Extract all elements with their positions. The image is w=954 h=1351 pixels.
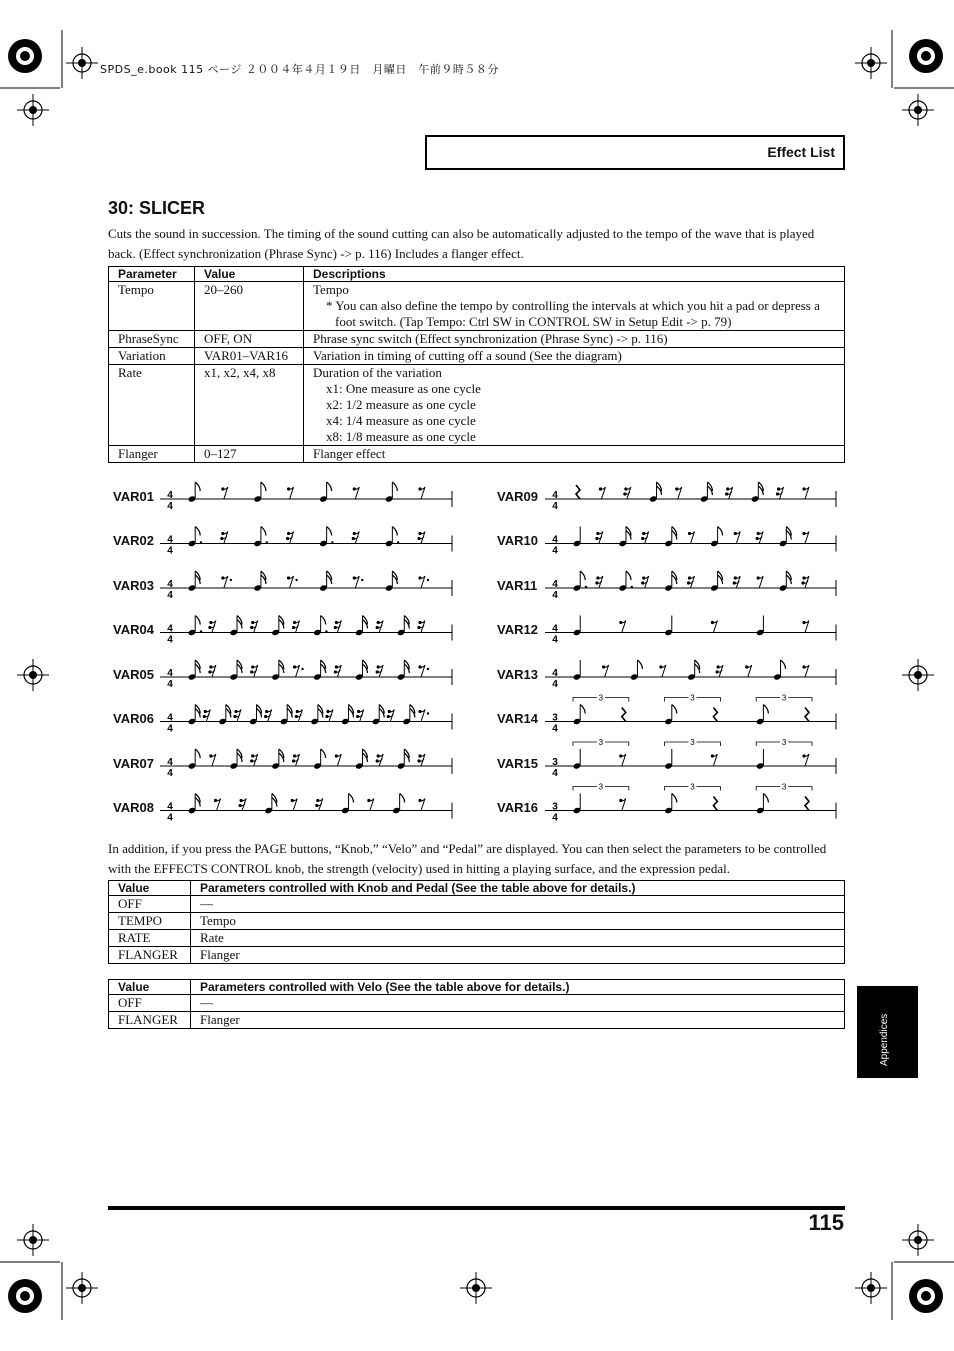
column-header: Parameters controlled with Velo (See the table above for details.) xyxy=(191,980,845,995)
variation-label: VAR16 xyxy=(497,800,538,815)
quarter-rest xyxy=(713,708,717,722)
time-signature-bottom: 4 xyxy=(167,812,173,824)
note-flag xyxy=(349,794,354,803)
desc-subitem: x4: 1/4 measure as one cycle xyxy=(326,413,476,428)
time-signature-top: 4 xyxy=(167,534,173,546)
column-header: Value xyxy=(109,980,191,995)
desc-cell: — xyxy=(191,896,845,913)
tuplet-number: 3 xyxy=(690,693,695,703)
note-dot xyxy=(331,541,333,543)
eighth-rest xyxy=(420,710,425,722)
eighth-rest xyxy=(211,754,216,766)
rest-dot xyxy=(427,579,429,581)
time-signature-top: 4 xyxy=(167,757,173,768)
tuplet-number: 3 xyxy=(598,738,604,747)
time-signature-bottom: 4 xyxy=(552,590,558,601)
section-title: Effect List xyxy=(767,144,835,160)
note-flag xyxy=(763,794,768,803)
eighth-rest xyxy=(369,799,374,811)
time-signature-top: 4 xyxy=(552,668,558,679)
variation-label: VAR04 xyxy=(113,622,154,637)
time-signature-top: 4 xyxy=(167,712,173,724)
time-signature-bottom: 4 xyxy=(167,590,173,601)
note-flag xyxy=(327,482,332,491)
eighth-rest xyxy=(621,799,626,811)
page-number: 115 xyxy=(808,1210,844,1235)
note-dot xyxy=(200,630,202,632)
desc-subitem: x2: 1/2 measure as one cycle xyxy=(326,397,476,412)
quarter-rest xyxy=(713,797,717,811)
param-cell: Variation xyxy=(109,348,195,365)
note-flag xyxy=(392,527,397,536)
appendices-side-tab[interactable] xyxy=(857,986,918,1078)
table-row xyxy=(109,947,845,964)
footer-rule xyxy=(108,1206,845,1210)
table-row xyxy=(109,1012,845,1029)
eighth-rest xyxy=(712,621,717,633)
desc-cell: Tempo xyxy=(191,913,845,930)
desc-note: * You can also define the tempo by controlling the intervals at which you hit a pad or depress a foot switch. (Tap Tempo: Ctrl SW in CONTROL SW in Setup Edit -> p. 79) xyxy=(326,298,820,329)
variation-label: VAR02 xyxy=(113,533,154,548)
param-cell: Flanger xyxy=(109,446,195,463)
eighth-rest xyxy=(621,621,626,633)
table-row xyxy=(109,930,845,947)
column-header: Value xyxy=(109,881,191,896)
note-flag xyxy=(392,482,397,491)
eighth-rest xyxy=(216,799,221,811)
table-header-row xyxy=(109,881,845,896)
eighth-rest xyxy=(677,487,682,499)
eighth-rest xyxy=(758,576,763,588)
eighth-rest xyxy=(804,621,809,633)
eighth-rest xyxy=(223,487,228,499)
rest-dot xyxy=(427,668,429,670)
desc-cell: Flanger xyxy=(191,947,845,964)
variation-label: VAR07 xyxy=(113,756,154,771)
param-cell: PhraseSync xyxy=(109,331,195,348)
value-cell: OFF xyxy=(109,995,191,1012)
value-cell: RATE xyxy=(109,930,191,947)
desc-cell: Rate xyxy=(191,930,845,947)
note-dot xyxy=(397,541,399,543)
note-flag xyxy=(637,660,642,669)
tuplet-number: 3 xyxy=(598,693,604,703)
eighth-rest xyxy=(661,665,666,677)
variation-label: VAR01 xyxy=(113,489,154,504)
note-flag xyxy=(626,571,631,580)
eighth-rest xyxy=(292,799,297,811)
desc-cell: Phrase sync switch (Effect synchronization (Phrase Sync) -> p. 116) xyxy=(304,331,845,348)
time-signature-bottom: 4 xyxy=(167,634,173,646)
variation-label: VAR13 xyxy=(497,667,538,682)
knob-pedal-table xyxy=(108,880,845,964)
eighth-rest xyxy=(804,487,809,499)
time-signature-bottom: 4 xyxy=(552,545,558,557)
eighth-rest xyxy=(604,665,609,677)
desc-text: Tempo xyxy=(313,282,349,297)
time-signature-top: 3 xyxy=(552,801,558,813)
print-header: SPDS_e.book 115 ページ ２００４年４月１９日 月曜日 午前９時５８分 xyxy=(100,63,499,76)
note-flag xyxy=(261,482,266,491)
time-signature-top: 4 xyxy=(552,490,558,501)
eighth-rest xyxy=(804,754,809,766)
note-flag xyxy=(261,527,266,536)
velo-table xyxy=(108,979,845,1029)
eighth-rest xyxy=(804,532,809,544)
eighth-rest xyxy=(354,487,359,499)
time-signature-top: 3 xyxy=(552,712,558,724)
desc-text: Duration of the variation xyxy=(313,365,442,380)
note-flag xyxy=(195,749,200,758)
time-signature-top: 4 xyxy=(167,490,173,501)
time-signature-top: 4 xyxy=(167,668,173,679)
rest-dot xyxy=(230,579,232,581)
time-signature-bottom: 4 xyxy=(167,768,173,779)
note-flag xyxy=(321,749,326,758)
intro-paragraph: Cuts the sound in succession. The timing of the sound cutting can also be automatically adjusted to the tempo of the wave that is played back. (Effect synchronization (Phrase Sync) -> p. 116) Includes a flanger effect. xyxy=(108,226,815,261)
value-cell: VAR01–VAR16 xyxy=(195,348,304,365)
note-dot xyxy=(325,630,327,632)
eighth-rest xyxy=(420,576,425,588)
eighth-rest xyxy=(295,665,300,677)
column-header: Value xyxy=(195,267,304,282)
time-signature-bottom: 4 xyxy=(552,679,558,690)
variation-label: VAR15 xyxy=(497,756,538,771)
tuplet-number: 3 xyxy=(690,782,695,792)
note-flag xyxy=(195,616,200,625)
desc-cell: Variation in timing of cutting off a sound (See the diagram) xyxy=(304,348,845,365)
note-flag xyxy=(195,482,200,491)
variation-label: VAR06 xyxy=(113,711,154,726)
eighth-rest xyxy=(354,576,359,588)
eighth-rest xyxy=(336,754,341,766)
time-signature-top: 4 xyxy=(552,623,558,635)
note-flag xyxy=(321,616,326,625)
eighth-rest xyxy=(420,799,425,811)
note-flag xyxy=(327,527,332,536)
note-flag xyxy=(781,660,786,669)
variation-label: VAR12 xyxy=(497,622,538,637)
column-header: Descriptions xyxy=(304,267,845,282)
eighth-rest xyxy=(600,487,605,499)
tuplet-number: 3 xyxy=(598,782,604,792)
rest-dot xyxy=(295,579,297,581)
note-flag xyxy=(400,794,405,803)
tuplet-number: 3 xyxy=(781,782,787,792)
note-flag xyxy=(763,705,768,714)
rest-dot xyxy=(301,668,303,670)
note-dot xyxy=(200,541,202,543)
time-signature-bottom: 4 xyxy=(167,679,173,690)
time-signature-bottom: 4 xyxy=(552,768,558,779)
desc-cell: Flanger effect xyxy=(304,446,845,463)
note-flag xyxy=(580,705,585,714)
note-flag xyxy=(672,705,677,714)
value-cell: 20–260 xyxy=(195,282,304,331)
table-row xyxy=(109,913,845,930)
desc-subitem: x8: 1/8 measure as one cycle xyxy=(326,429,476,444)
variation-label: VAR09 xyxy=(497,489,538,504)
eighth-rest xyxy=(712,754,717,766)
table-row xyxy=(109,995,845,1012)
eighth-rest xyxy=(690,532,695,544)
after-paragraph: In addition, if you press the PAGE buttons, “Knob,” “Velo” and “Pedal” are displayed. You can then select the parameters to be controlled with the EFFECTS CONTROL knob, the strength (velocity) used in hitting a playing surface, and the expression pedal. xyxy=(108,841,827,876)
eighth-rest xyxy=(223,576,228,588)
note-dot xyxy=(631,586,633,588)
tuplet-number: 3 xyxy=(781,738,787,747)
desc-cell: Flanger xyxy=(191,1012,845,1029)
quarter-rest xyxy=(622,708,626,722)
time-signature-bottom: 4 xyxy=(167,723,173,735)
eighth-rest xyxy=(420,487,425,499)
eighth-rest xyxy=(420,665,425,677)
time-signature-bottom: 4 xyxy=(552,723,558,735)
column-header: Parameters controlled with Knob and Pedal (See the table above for details.) xyxy=(191,881,845,896)
note-flag xyxy=(195,527,200,536)
value-cell: FLANGER xyxy=(109,947,191,964)
time-signature-bottom: 4 xyxy=(552,812,558,824)
time-signature-bottom: 4 xyxy=(167,501,173,512)
eighth-rest xyxy=(289,576,294,588)
tuplet-number: 3 xyxy=(781,693,787,703)
tuplet-number: 3 xyxy=(690,738,695,747)
page-title: 30: SLICER xyxy=(108,198,206,218)
time-signature-top: 3 xyxy=(552,757,558,768)
note-flag xyxy=(580,571,585,580)
note-flag xyxy=(672,794,677,803)
eighth-rest xyxy=(621,754,626,766)
time-signature-top: 4 xyxy=(552,579,558,590)
desc-cell: — xyxy=(191,995,845,1012)
rest-dot xyxy=(427,712,429,714)
time-signature-bottom: 4 xyxy=(552,501,558,512)
table-header-row xyxy=(109,980,845,995)
variation-label: VAR11 xyxy=(497,578,538,593)
variation-label: VAR03 xyxy=(113,578,154,593)
value-cell: OFF xyxy=(109,896,191,913)
note-dot xyxy=(266,541,268,543)
time-signature-top: 4 xyxy=(167,579,173,590)
eighth-rest xyxy=(289,487,294,499)
time-signature-top: 4 xyxy=(167,801,173,813)
quarter-rest xyxy=(805,797,809,811)
variation-label: VAR08 xyxy=(113,800,154,815)
value-cell: TEMPO xyxy=(109,913,191,930)
param-cell: Rate xyxy=(109,365,195,446)
eighth-rest xyxy=(735,532,740,544)
note-flag xyxy=(718,527,723,536)
value-cell: FLANGER xyxy=(109,1012,191,1029)
eighth-rest xyxy=(747,665,752,677)
quarter-rest xyxy=(576,485,580,499)
value-cell: 0–127 xyxy=(195,446,304,463)
variation-label: VAR14 xyxy=(497,711,538,726)
value-cell: OFF, ON xyxy=(195,331,304,348)
time-signature-bottom: 4 xyxy=(167,545,173,557)
quarter-rest xyxy=(805,708,809,722)
time-signature-bottom: 4 xyxy=(552,634,558,646)
desc-subitem: x1: One measure as one cycle xyxy=(326,381,481,396)
variation-label: VAR10 xyxy=(497,533,538,548)
column-header: Parameter xyxy=(109,267,195,282)
value-cell: x1, x2, x4, x8 xyxy=(195,365,304,446)
note-dot xyxy=(585,586,587,588)
param-cell: Tempo xyxy=(109,282,195,331)
time-signature-top: 4 xyxy=(167,623,173,635)
variation-label: VAR05 xyxy=(113,667,154,682)
side-tab-label: Appendices xyxy=(879,1013,890,1066)
eighth-rest xyxy=(804,665,809,677)
table-row xyxy=(109,896,845,913)
time-signature-top: 4 xyxy=(552,534,558,546)
rest-dot xyxy=(361,579,363,581)
